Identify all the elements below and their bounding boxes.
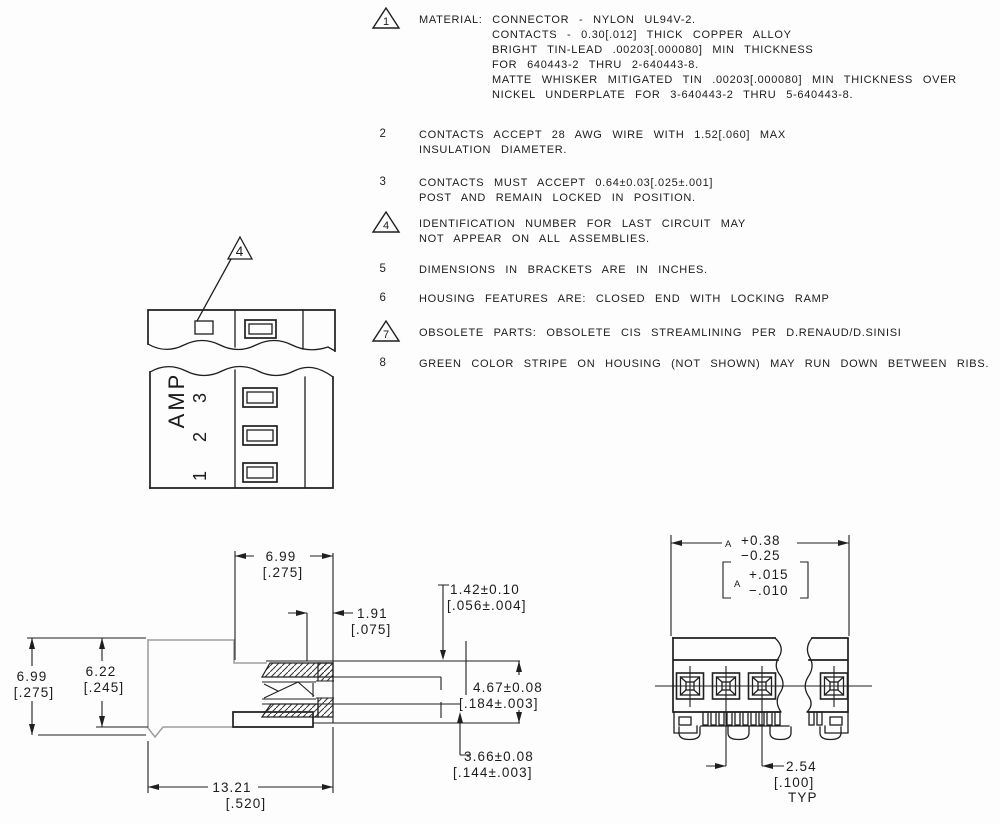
note-line: POST AND REMAIN LOCKED IN POSITION. xyxy=(419,192,696,204)
note-line: MATERIAL: CONNECTOR - NYLON UL94V-2. xyxy=(419,14,696,26)
note-6-marker: 6 xyxy=(379,292,387,304)
note-line: IDENTIFICATION NUMBER FOR LAST CIRCUIT MAY xyxy=(419,218,746,230)
note-8-marker: 8 xyxy=(379,357,387,369)
note-line: CONTACTS MUST ACCEPT 0.64±0.03[.025±.001] xyxy=(419,177,714,189)
note-line: OBSOLETE PARTS: OBSOLETE CIS STREAMLINING PER D.RENAUD/D.SINISI xyxy=(419,327,902,339)
dim-wall-mm: 3.66±0.08 xyxy=(464,749,534,764)
dim-ramp-in: [.075] xyxy=(351,622,392,637)
note-line: NICKEL UNDERPLATE FOR 3-640443-2 THRU 5-640443-8. xyxy=(492,89,854,101)
dim-slot-in: [.184±.003] xyxy=(459,696,539,711)
note-2-marker: 2 xyxy=(379,128,387,140)
dim-pitch-in: [.100] xyxy=(774,775,815,790)
dim-wall-in: [.144±.003] xyxy=(453,765,533,780)
dim-height-mm: 6.99 xyxy=(16,669,48,684)
dim-length-mm: 13.21 xyxy=(212,780,252,795)
note-line: GREEN COLOR STRIPE ON HOUSING (NOT SHOWN) MAY RUN DOWN BETWEEN RIBS. xyxy=(419,358,990,370)
dim-datum-plus-in: +.015 xyxy=(749,567,789,582)
note-line: BRIGHT TIN-LEAD .00203[.000080] MIN THICKNESS xyxy=(492,44,814,56)
note-7-marker: 7 xyxy=(382,329,390,341)
dim-datum-letter-in: A xyxy=(734,579,741,590)
callout-4-number: 4 xyxy=(235,244,245,259)
dim-datum-plus-mm: +0.38 xyxy=(741,533,781,548)
dim-datum-letter: A xyxy=(725,539,732,550)
dim-beam-in: [.056±.004] xyxy=(447,598,527,613)
dim-top-width-in: [.275] xyxy=(262,565,304,580)
dim-length-in: [.520] xyxy=(225,796,267,811)
note-3-marker: 3 xyxy=(379,176,387,188)
note-line: CONTACTS ACCEPT 28 AWG WIRE WITH 1.52[.060] MAX xyxy=(419,129,786,141)
note-line: HOUSING FEATURES ARE: CLOSED END WITH LOCKING RAMP xyxy=(419,293,830,305)
note-line: MATTE WHISKER MITIGATED TIN .00203[.000080] MIN THICKNESS OVER xyxy=(492,74,957,86)
dim-inner-in: [.245] xyxy=(83,680,125,695)
top-marking-view xyxy=(148,237,335,488)
circuit-numbers: 1 2 3 xyxy=(190,380,210,482)
section-side-view xyxy=(14,549,543,811)
dim-inner-mm: 6.22 xyxy=(85,664,117,679)
note-5-marker: 5 xyxy=(379,263,387,275)
note-line: NOT APPEAR ON ALL ASSEMBLIES. xyxy=(419,233,650,245)
dim-pitch-mm: 2.54 xyxy=(786,759,817,774)
brand-marking: AMP xyxy=(164,371,189,429)
dim-height-in: [.275] xyxy=(13,685,55,700)
circuit-id-mark xyxy=(195,321,213,334)
note-line: INSULATION DIAMETER. xyxy=(419,144,568,156)
dim-slot-mm: 4.67±0.08 xyxy=(473,680,543,695)
dim-datum-minus-mm: −0.25 xyxy=(741,548,781,563)
dim-pitch-typ: TYP xyxy=(788,790,818,805)
note-1-marker: 1 xyxy=(382,16,390,28)
note-4-marker: 4 xyxy=(382,220,390,232)
note-line: CONTACTS - 0.30[.012] THICK COPPER ALLOY xyxy=(492,29,792,41)
dim-ramp-mm: 1.91 xyxy=(357,606,388,621)
front-face-view xyxy=(655,533,872,805)
dim-datum-minus-in: −.010 xyxy=(749,583,789,598)
note-line: FOR 640443-2 THRU 2-640443-8. xyxy=(492,59,699,71)
note-line: DIMENSIONS IN BRACKETS ARE IN INCHES. xyxy=(419,264,708,276)
dim-beam-mm: 1.42±0.10 xyxy=(450,582,520,597)
dim-top-width-mm: 6.99 xyxy=(265,549,297,564)
